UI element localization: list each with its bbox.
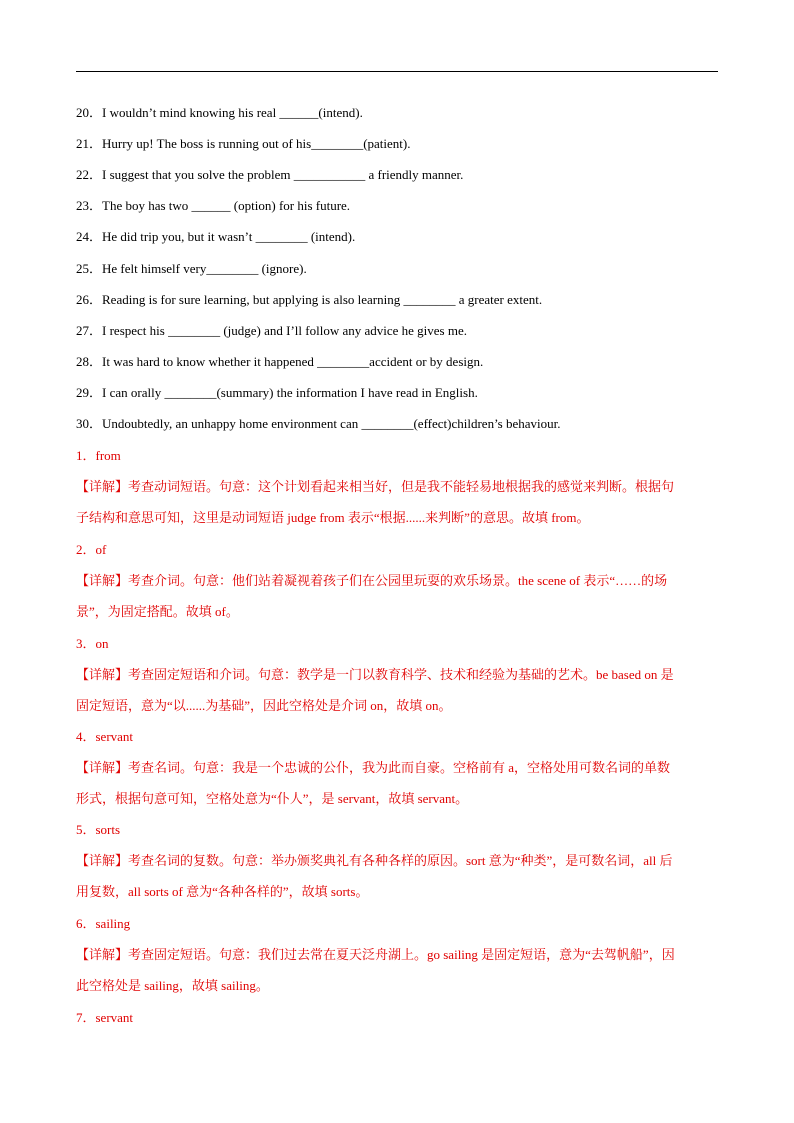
- answer-label-5: 5．sorts: [76, 822, 121, 837]
- question-21: 21．Hurry up! The boss is running out of his________(patient).: [76, 136, 411, 151]
- answer-label-1: 1．from: [76, 448, 121, 463]
- question-26: 26．Reading is for sure learning, but applying is also learning ________ a greater extent.: [76, 292, 543, 307]
- question-29: 29．I can orally ________(summary) the information I have read in English.: [76, 385, 478, 400]
- question-25: 25．He felt himself very________ (ignore).: [76, 261, 307, 276]
- answer-explanation-5: 【详解】考查名词的复数。句意：举办颁奖典礼有各种各样的原因。sort 意为“种类”，是可数名词，all 后 用复数，all sorts of 意为“各种各样的”，故填 sorts。: [76, 853, 673, 899]
- answer-label-3: 3．on: [76, 636, 109, 651]
- answer-explanation-2: 【详解】考查介词。句意：他们站着凝视着孩子们在公园里玩耍的欢乐场景。the scene of 表示“……的场 景”，为固定搭配。故填 of。: [76, 573, 668, 619]
- answer-explanation-3: 【详解】考查固定短语和介词。句意：教学是一门以教育科学、技术和经验为基础的艺术。be based on 是 固定短语，意为“以......为基础”，因此空格处是介词 on，故填 on。: [76, 667, 674, 713]
- header-rule: [76, 71, 718, 72]
- answer-label-7: 7．servant: [76, 1010, 134, 1025]
- question-27: 27．I respect his ________ (judge) and I’ll follow any advice he gives me.: [76, 323, 467, 338]
- question-24: 24．He did trip you, but it wasn’t ________ (intend).: [76, 229, 356, 244]
- answer-explanation-1: 【详解】考查动词短语。句意：这个计划看起来相当好，但是我不能轻易地根据我的感觉来判断。根据句 子结构和意思可知，这里是动词短语 judge from 表示“根据......来判断”的意思。故填 from。: [76, 479, 675, 525]
- answer-label-4: 4．servant: [76, 729, 134, 744]
- question-28: 28．It was hard to know whether it happened ________accident or by design.: [76, 354, 484, 369]
- answer-explanation-4: 【详解】考查名词。句意：我是一个忠诚的公仆，我为此而自豪。空格前有 a，空格处用可数名词的单数 形式，根据句意可知，空格处意为“仆人”，是 servant，故填 servant。: [76, 760, 671, 806]
- question-23: 23．The boy has two ______ (option) for his future.: [76, 198, 351, 213]
- answer-label-6: 6．sailing: [76, 916, 131, 931]
- question-22: 22．I suggest that you solve the problem ___________ a friendly manner.: [76, 167, 464, 182]
- answer-explanation-6: 【详解】考查固定短语。句意：我们过去常在夏天泛舟湖上。go sailing 是固定短语，意为“去驾帆船”，因 此空格处是 sailing，故填 sailing。: [76, 947, 675, 993]
- question-30: 30．Undoubtedly, an unhappy home environment can ________(effect)children’s behaviour.: [76, 416, 561, 431]
- answer-label-2: 2．of: [76, 542, 107, 557]
- question-20: 20．I wouldn’t mind knowing his real ______(intend).: [76, 105, 363, 120]
